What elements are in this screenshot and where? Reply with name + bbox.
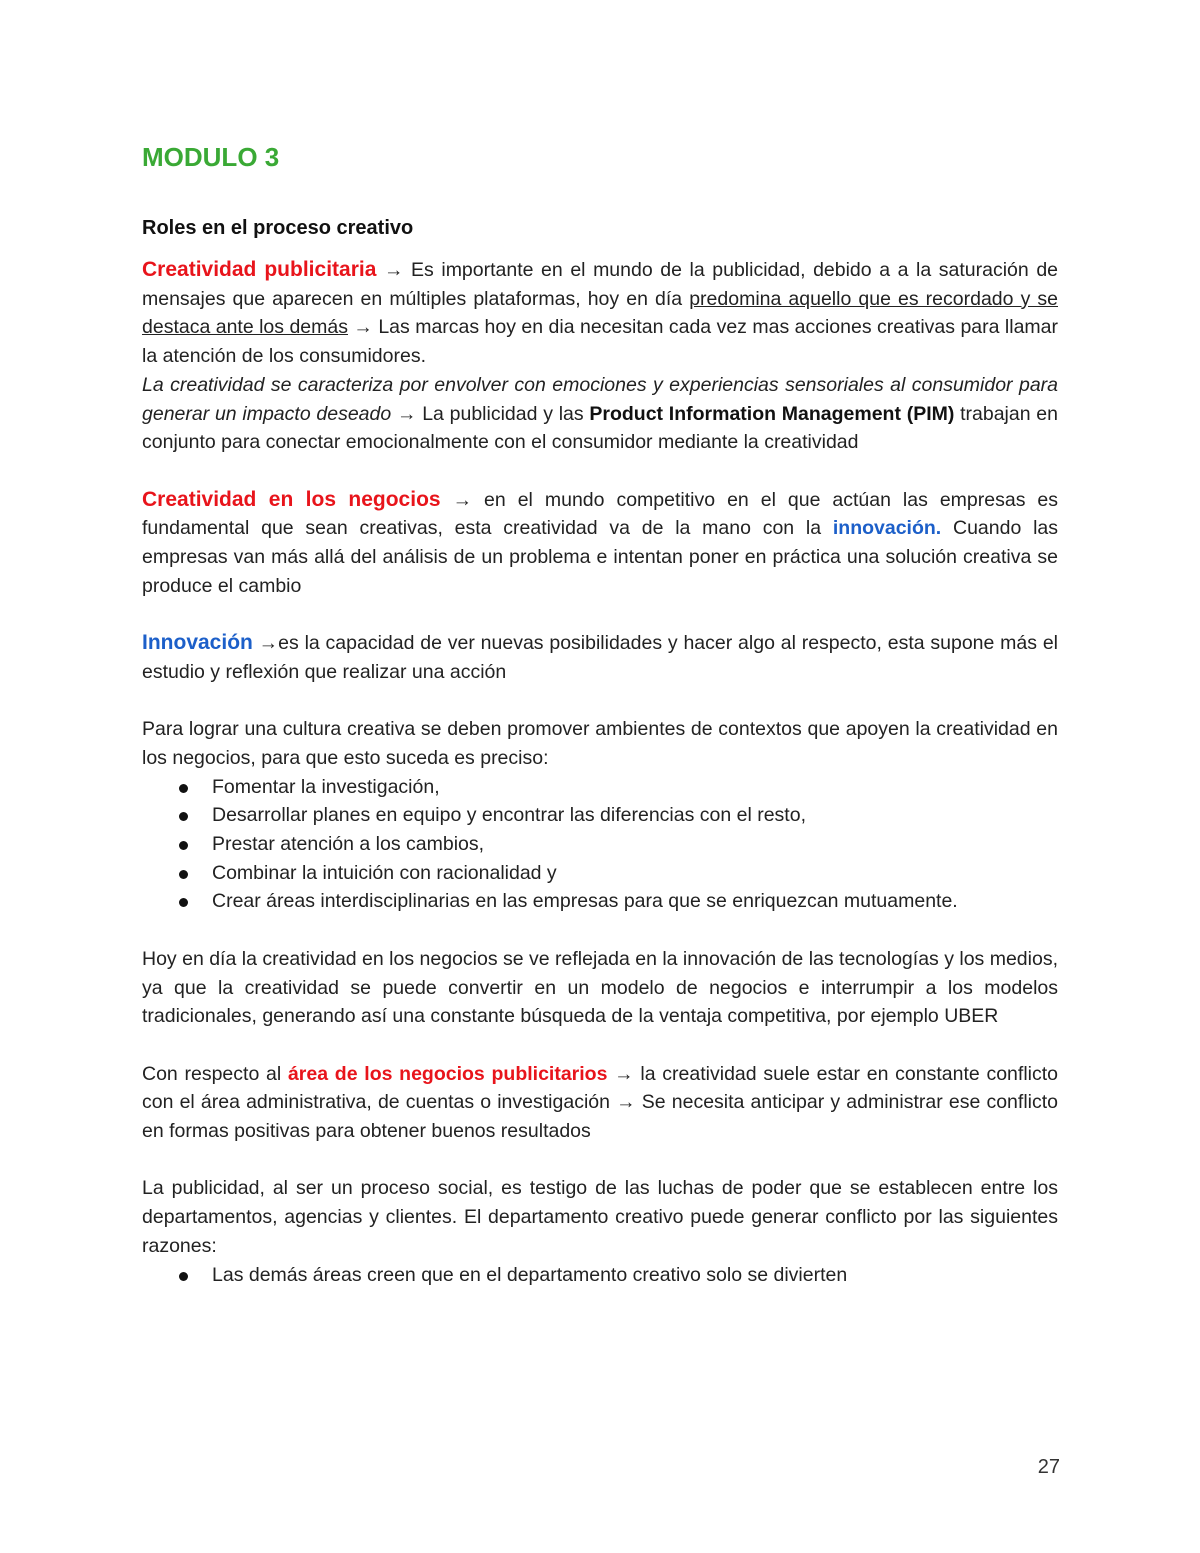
bullet-icon <box>179 870 188 879</box>
text: Con respecto al <box>142 1062 288 1085</box>
paragraph-hoy-en-dia: Hoy en día la creatividad en los negocios se ve reflejada en la innovación de las tecnologías y los medios, ya que la creatividad se puede convertir en un modelo de negocios e interrumpir a los modelos tradicionales, generando así una constante búsqueda de la ventaja competitiva, por ejemplo UBER <box>142 947 1058 1028</box>
bold-pim: Product Information Management (PIM) <box>589 402 955 425</box>
list-cultura-creativa <box>142 773 1058 917</box>
paragraph-cultura-creativa: Para lograr una cultura creativa se deben promover ambientes de contextos que apoyen la creatividad en los negocios, para que esto suceda es preciso: <box>142 718 1058 769</box>
module-title: MODULO 3 <box>142 142 280 172</box>
paragraph-creatividad-publicitaria <box>142 256 1058 371</box>
text: → La publicidad y las <box>391 402 590 425</box>
list-item: Prestar atención a los cambios, <box>212 830 1058 859</box>
list-razones-conflicto <box>142 1261 1058 1290</box>
page-number: 27 <box>1037 1456 1060 1478</box>
list-item: Las demás áreas creen que en el departamento creativo solo se divierten <box>212 1261 1058 1290</box>
list-item: Crear áreas interdisciplinarias en las empresas para que se enriquezcan mutuamente. <box>212 887 1058 916</box>
bullet-icon <box>179 812 188 821</box>
term-creatividad-publicitaria: Creatividad publicitaria <box>142 258 377 281</box>
text: → en el mundo competitivo en el que actúan las empresas es fundamental que sean creativas, esta creatividad va de la mano con la <box>142 488 1059 540</box>
bullet-icon <box>179 1272 188 1281</box>
text: →es la capacidad de ver nuevas posibilidades y hacer algo al respecto, esta supone más el estudio y reflexión que realizar una acción <box>142 632 1058 683</box>
list-item: Desarrollar planes en equipo y encontrar las diferencias con el resto, <box>212 801 1058 830</box>
term-innovacion: Innovación <box>142 631 253 655</box>
paragraph-proceso-social: La publicidad, al ser un proceso social, es testigo de las luchas de poder que se establecen entre los departamentos, agencias y clientes. El departamento creativo puede generar conflicto por las siguientes razones: <box>142 1177 1058 1257</box>
term-area-negocios-publicitarios: área de los negocios publicitarios <box>287 1062 608 1085</box>
text: → la creatividad suele estar en constante conflicto con el área administrativa, de cuentas o investigación → Se necesita anticipar y administrar ese conflicto en formas positivas para obtener buenos resultados <box>142 1062 1058 1143</box>
text: → Las marcas hoy en dia necesitan cada vez mas acciones creativas para llamar la atención de los consumidores. <box>142 316 1058 368</box>
italic-text: La creatividad se caracteriza por envolver con emociones y experiencias sensoriales al consumidor para generar un impacto deseado <box>142 373 1058 425</box>
paragraph-creatividad-negocios <box>142 486 1058 601</box>
page-content <box>142 140 1058 1289</box>
paragraph-negocios-publicitarios <box>142 1060 1058 1146</box>
text: Cuando las empresas van más allá del análisis de un problema e intentan poner en práctica una solución creativa se produce el cambio <box>142 517 1058 597</box>
term-innovacion-inline: innovación. <box>832 517 942 540</box>
bullet-icon <box>179 898 188 907</box>
section-title: Roles en el proceso creativo <box>142 217 414 239</box>
bullet-icon <box>179 841 188 850</box>
term-creatividad-negocios: Creatividad en los negocios <box>142 487 441 511</box>
list-item: Combinar la intuición con racionalidad y <box>212 859 1058 888</box>
paragraph-innovacion <box>142 629 1058 686</box>
bullet-icon <box>179 784 188 793</box>
paragraph-creatividad-emociones <box>142 371 1058 457</box>
underlined-text: predomina aquello que es recordado y se destaca ante los demás <box>142 287 1058 339</box>
list-item: Fomentar la investigación, <box>212 773 1058 802</box>
text: → Es importante en el mundo de la publicidad, debido a a la saturación de mensajes que aparecen en múltiples plataformas, hoy en día <box>142 259 1059 310</box>
text: trabajan en conjunto para conectar emocionalmente con el consumidor mediante la creatividad <box>142 402 1058 454</box>
